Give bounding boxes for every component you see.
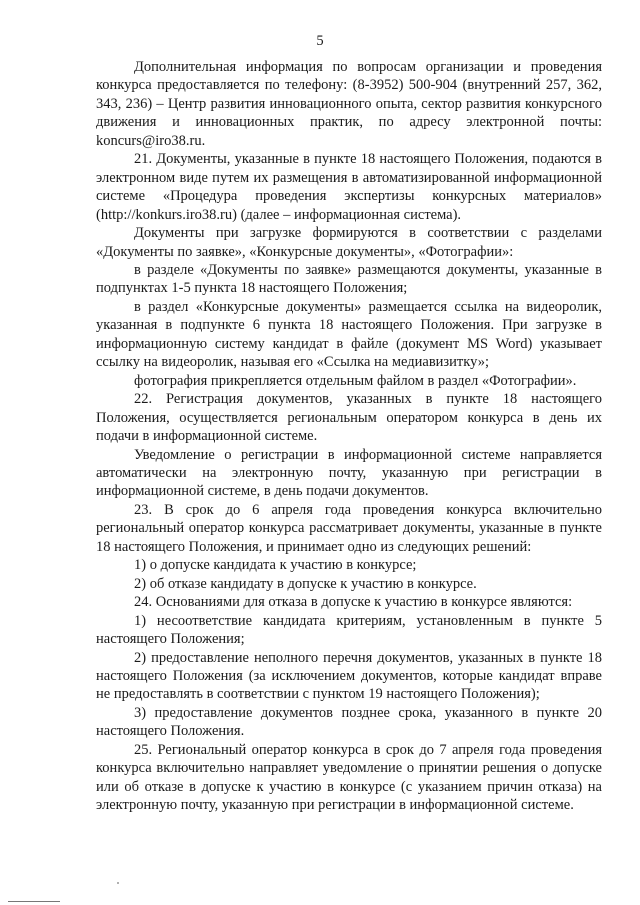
list-item-24-3: 3) предоставление документов позднее срока, указанного в пункте 20 настоящего Положения. xyxy=(96,704,602,740)
list-item-24-2: 2) предоставление неполного перечня документов, указанных в пункте 18 настоящего Положения (за исключением документов, которые кандидат вправе не предоставлять в соответствии с пунктом 19 настоящего Положения); xyxy=(96,649,602,703)
paragraph-section-contest-docs: в раздел «Конкурсные документы» размещается ссылка на видеоролик, указанная в подпункте 6 пункта 18 настоящего Положения. При загрузке в информационную систему кандидат в файле (документ MS Word) указывает ссылку на видеоролик, называя его «Ссылка на медиавизитку»; xyxy=(96,298,602,371)
scan-artifact xyxy=(117,882,119,884)
list-item-24-1: 1) несоответствие кандидата критериям, установленным в пункте 5 настоящего Положения; xyxy=(96,612,602,648)
paragraph-21: 21. Документы, указанные в пункте 18 настоящего Положения, подаются в электронном виде путем их размещения в автоматизированной информационной системе «Процедура проведения экспертизы конкурсных материалов» (http://konkurs.iro38.ru) (далее – информационная система). xyxy=(96,151,602,223)
page-number: 5 xyxy=(316,33,324,49)
list-item-23-2: 2) об отказе кандидату в допуске к участию в конкурсе. xyxy=(134,575,477,592)
paragraph-25: 25. Региональный оператор конкурса в срок до 7 апреля года проведения конкурса включительно направляет уведомление о принятии решения о допуске или об отказе в допуске к участию в конкурсе (с указанием причин отказа) на электронную почту, указанную при регистрации в информационной системе. xyxy=(96,741,602,814)
paragraph-section-photos: фотография прикрепляется отдельным файлом в раздел «Фотографии». xyxy=(134,372,577,389)
paragraph-22: 22. Регистрация документов, указанных в пункте 18 настоящего Положения, осуществляется региональным оператором конкурса в день их подачи в информационной системе. xyxy=(96,391,602,445)
footer-rule xyxy=(8,901,60,902)
paragraph-section-application-docs: в разделе «Документы по заявке» размещаются документы, указанные в подпунктах 1-5 пункта 18 настоящего Положения; xyxy=(96,261,602,297)
paragraph-24: 24. Основаниями для отказа в допуске к участию в конкурсе являются: xyxy=(134,594,573,611)
paragraph-notification: Уведомление о регистрации в информационной системе направляется автоматически на электронную почту, указанную при регистрации в информационной системе, в день подачи документов. xyxy=(96,446,602,500)
list-item-23-1: 1) о допуске кандидата к участию в конкурсе; xyxy=(134,557,417,574)
paragraph-23: 23. В срок до 6 апреля года проведения конкурса включительно региональный оператор конкурса рассматривает документы, указанные в пункте 18 настоящего Положения, и принимает одно из следующих решений: xyxy=(96,501,602,555)
paragraph-sections: Документы при загрузке формируются в соответствии с разделами «Документы по заявке», «Конкурсные документы», «Фотографии»: xyxy=(96,225,602,260)
document-body xyxy=(96,58,602,815)
paragraph-contact-info: Дополнительная информация по вопросам организации и проведения конкурса предоставляется по телефону: (8-3952) 500-904 (внутренний 257, 362, 343, 236) – Центр развития инновационного опыта, сектор развития конкурсного движения и инновационных практик, по адресу электронной почты: koncurs@iro38.ru. xyxy=(96,59,602,149)
